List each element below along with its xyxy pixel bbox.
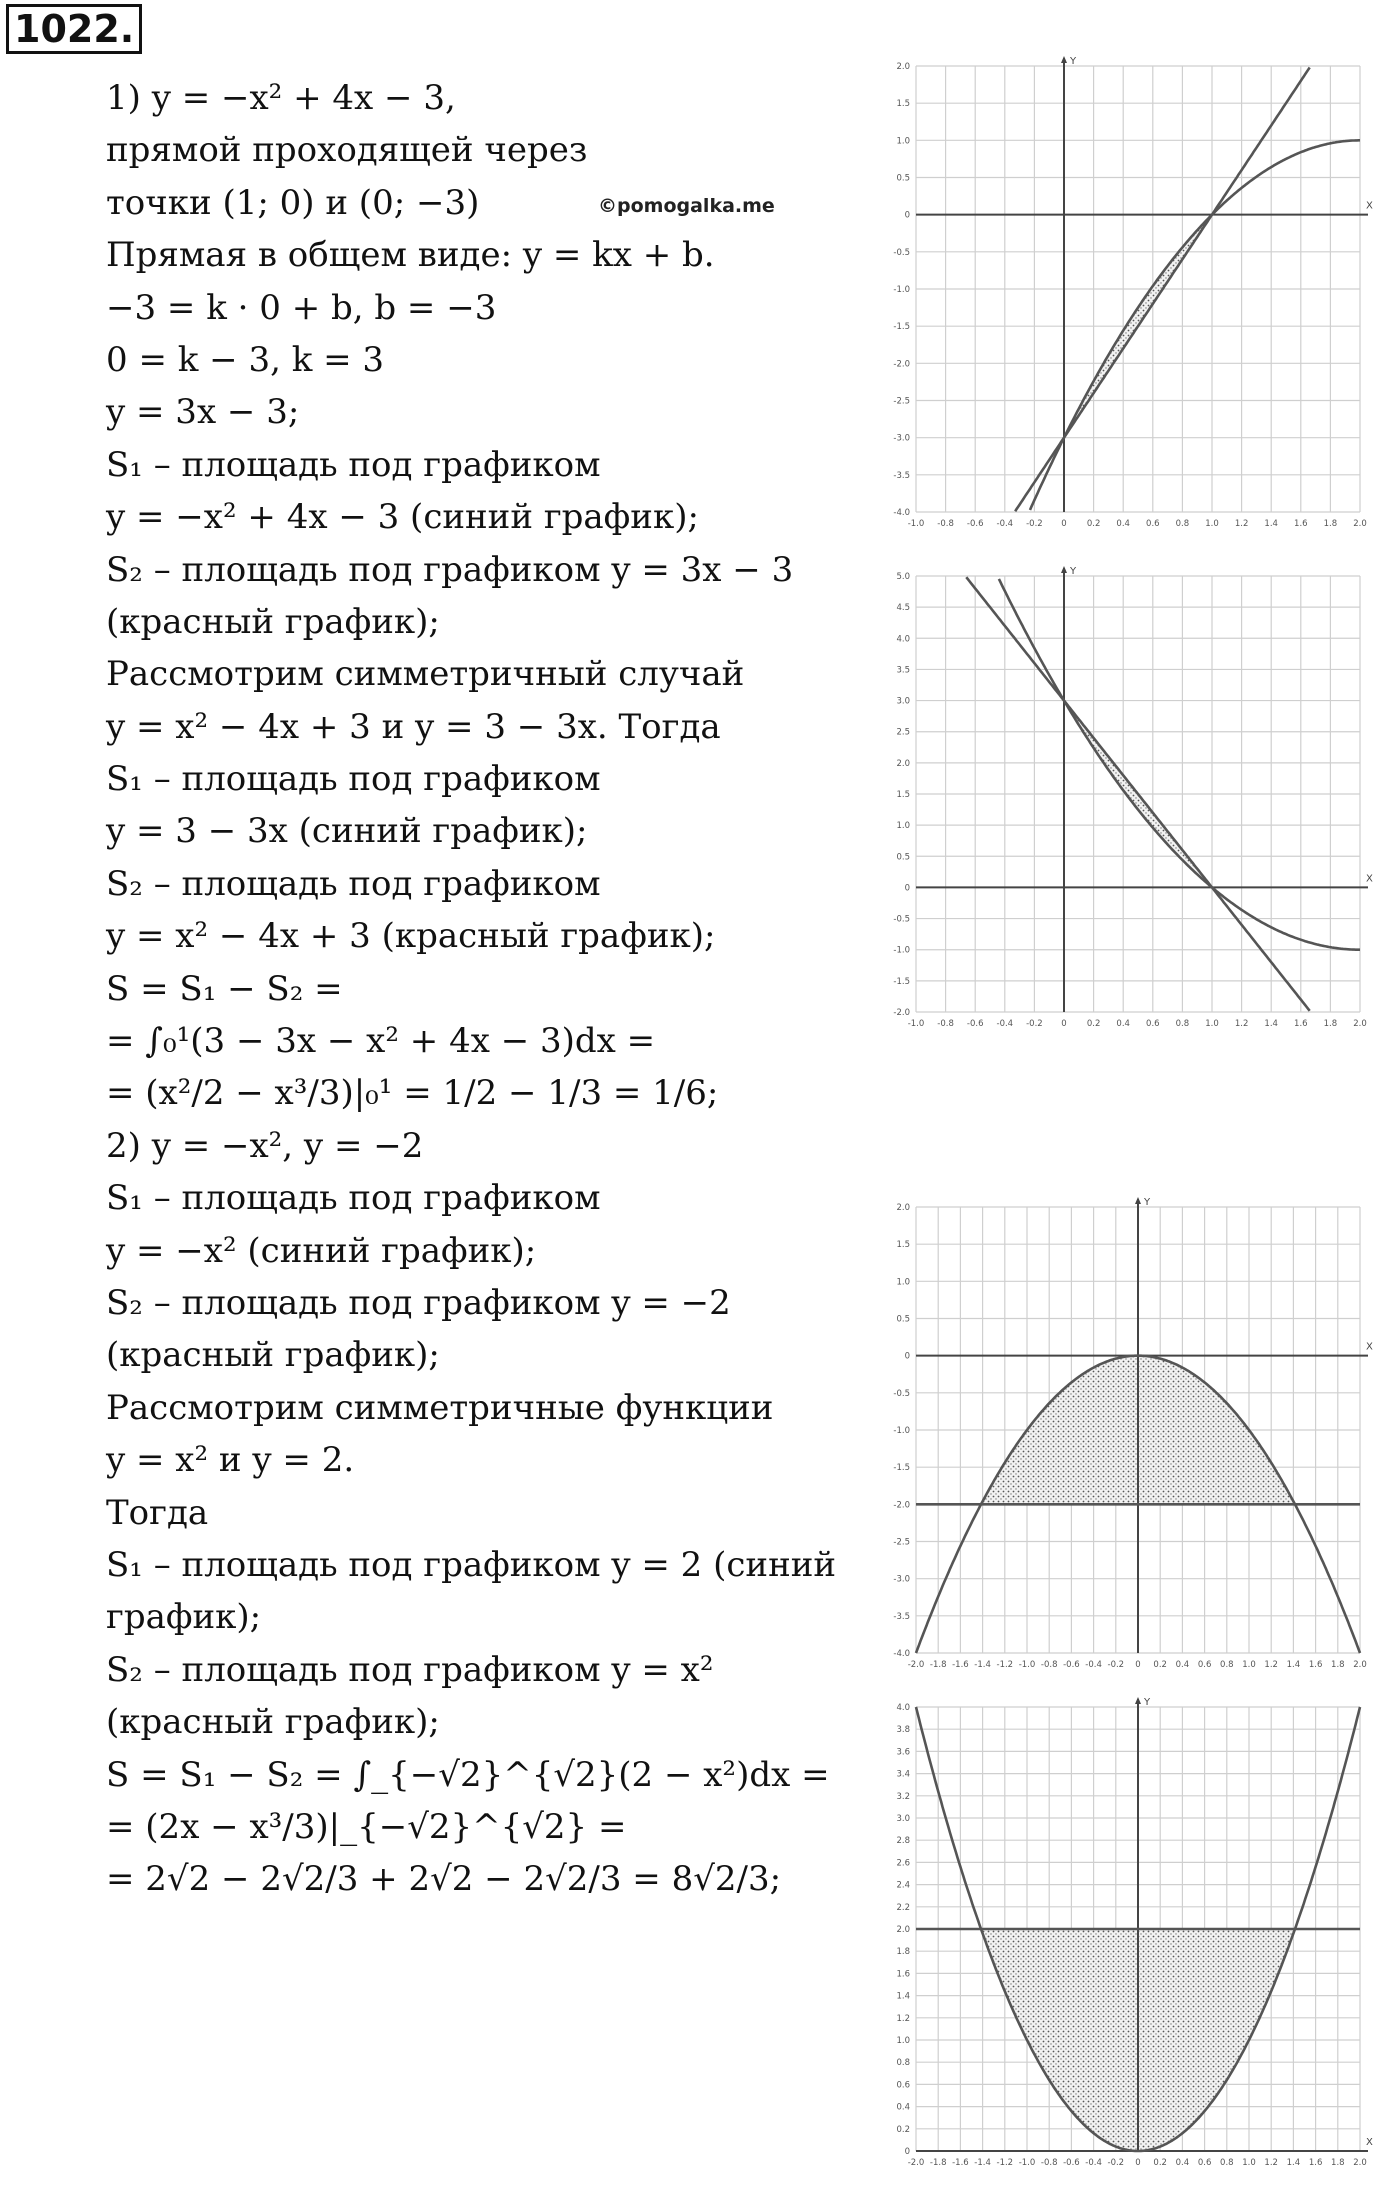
x-tick-label: 1.2 bbox=[1234, 519, 1249, 529]
x-axis-label: X bbox=[1366, 2137, 1373, 2148]
solution-line: S₁ – площадь под графиком bbox=[106, 1178, 601, 1219]
y-tick-label: 2.5 bbox=[896, 727, 910, 738]
x-tick-label: 1.6 bbox=[1308, 2158, 1323, 2168]
x-tick-label: 0.8 bbox=[1220, 1660, 1234, 1670]
y-tick-label: 2.4 bbox=[896, 1880, 910, 1891]
x-tick-label: -0.4 bbox=[1085, 2158, 1102, 2168]
y-tick-label: -1.0 bbox=[893, 945, 910, 956]
x-axis-label: X bbox=[1366, 200, 1373, 212]
solution-line: = ∫₀¹(3 − 3x − x² + 4x − 3)dx = bbox=[106, 1021, 656, 1062]
y-tick-label: -0.5 bbox=[893, 914, 910, 925]
y-tick-label: 4.5 bbox=[896, 603, 910, 614]
solution-line: = (2x − x³/3)|_{−√2}^{√2} = bbox=[106, 1806, 627, 1847]
solution-line: S₂ – площадь под графиком bbox=[106, 863, 601, 904]
y-tick-label: 1.0 bbox=[896, 821, 910, 832]
solution-line: 2) y = −x², y = −2 bbox=[106, 1125, 424, 1166]
y-tick-label: 3.2 bbox=[896, 1791, 910, 1802]
x-tick-label: 0.4 bbox=[1175, 1660, 1190, 1670]
y-tick-label: 1.0 bbox=[896, 2036, 910, 2046]
x-tick-label: 1.2 bbox=[1264, 1660, 1278, 1670]
solution-line: S = S₁ − S₂ = ∫_{−√2}^{√2}(2 − x²)dx = bbox=[106, 1754, 830, 1795]
y-tick-label: -2.0 bbox=[893, 1008, 910, 1018]
x-tick-label: -1.0 bbox=[1018, 1660, 1036, 1670]
solution-line: S₁ – площадь под графиком bbox=[106, 444, 601, 485]
y-tick-label: 3.6 bbox=[896, 1747, 910, 1758]
y-tick-label: -4.0 bbox=[893, 508, 910, 518]
y-tick-label: 0.5 bbox=[896, 173, 910, 184]
solution-line: = (x²/2 − x³/3)|₀¹ = 1/2 − 1/3 = 1/6; bbox=[106, 1073, 719, 1114]
x-tick-label: 1.8 bbox=[1323, 1019, 1338, 1029]
solution-line: (красный график); bbox=[106, 601, 440, 642]
solution-line: (красный график); bbox=[106, 1702, 440, 1743]
y-tick-label: 3.0 bbox=[896, 696, 910, 707]
y-axis-arrow bbox=[1135, 1697, 1141, 1704]
x-tick-label: 1.8 bbox=[1323, 519, 1338, 529]
x-tick-label: 1.8 bbox=[1331, 1660, 1345, 1670]
solution-line: y = x² и y = 2. bbox=[106, 1440, 355, 1481]
x-tick-label: 1.2 bbox=[1264, 2158, 1278, 2168]
y-tick-label: -3.0 bbox=[893, 433, 910, 444]
y-tick-label: -1.0 bbox=[893, 1426, 910, 1436]
x-tick-label: -0.4 bbox=[1085, 1660, 1102, 1670]
solution-line: прямой проходящей через bbox=[106, 130, 588, 171]
x-tick-label: -0.6 bbox=[966, 1019, 984, 1029]
y-tick-label: 2.6 bbox=[896, 1858, 910, 1869]
y-tick-label: 4.0 bbox=[896, 1703, 910, 1713]
y-tick-label: 5.0 bbox=[896, 572, 910, 582]
y-tick-label: -3.5 bbox=[893, 1611, 910, 1622]
y-tick-label: 0.4 bbox=[896, 2102, 910, 2113]
solution-line: 0 = k − 3, k = 3 bbox=[106, 339, 385, 380]
x-tick-label: -1.2 bbox=[996, 2158, 1014, 2168]
y-tick-label: -0.5 bbox=[893, 247, 910, 258]
solution-line: Прямая в общем виде: y = kx + b. bbox=[106, 235, 715, 276]
y-tick-label: -3.0 bbox=[893, 1574, 910, 1585]
graph-2 bbox=[872, 564, 1378, 1034]
x-tick-label: 0.6 bbox=[1146, 1019, 1160, 1029]
x-tick-label: -2.0 bbox=[907, 1660, 925, 1670]
y-tick-label: 1.5 bbox=[896, 1240, 910, 1251]
x-tick-label: 1.0 bbox=[1205, 519, 1219, 529]
x-tick-label: 0.6 bbox=[1146, 519, 1160, 529]
x-tick-label: -1.0 bbox=[1018, 2158, 1036, 2168]
y-tick-label: 2.0 bbox=[896, 1925, 910, 1935]
x-tick-label: 0.8 bbox=[1175, 1019, 1190, 1029]
solution-line: y = x² − 4x + 3 и y = 3 − 3x. Тогда bbox=[106, 706, 721, 747]
solution-text bbox=[106, 72, 866, 1906]
y-tick-label: 0 bbox=[904, 2147, 910, 2157]
x-tick-label: 1.4 bbox=[1264, 1019, 1278, 1029]
x-tick-label: 1.0 bbox=[1205, 1019, 1219, 1029]
y-tick-label: 2.8 bbox=[896, 1836, 910, 1847]
x-tick-label: -0.2 bbox=[1107, 2158, 1125, 2168]
x-tick-label: -0.6 bbox=[1063, 2158, 1080, 2168]
x-tick-label: 2.0 bbox=[1353, 1660, 1367, 1670]
y-tick-label: 3.0 bbox=[896, 1814, 910, 1824]
x-tick-label: -1.8 bbox=[929, 1660, 947, 1670]
x-tick-label: 1.4 bbox=[1264, 519, 1278, 529]
x-tick-label: 1.0 bbox=[1242, 1660, 1256, 1670]
x-tick-label: 1.0 bbox=[1242, 2158, 1256, 2168]
x-tick-label: 0.8 bbox=[1175, 519, 1190, 529]
graph-4 bbox=[872, 1695, 1378, 2173]
y-axis-label: Y bbox=[1144, 1697, 1151, 1708]
y-tick-label: -2.5 bbox=[893, 396, 910, 407]
x-tick-label: 1.6 bbox=[1308, 1660, 1323, 1670]
x-tick-label: -1.2 bbox=[996, 1660, 1014, 1670]
y-axis-label: Y bbox=[1070, 56, 1077, 67]
x-tick-label: -2.0 bbox=[907, 2158, 925, 2168]
y-tick-label: 2.2 bbox=[896, 1902, 910, 1913]
y-axis-arrow bbox=[1061, 566, 1067, 573]
y-tick-label: 1.0 bbox=[896, 1277, 910, 1288]
y-tick-label: -4.0 bbox=[893, 1649, 910, 1659]
y-tick-label: 0 bbox=[904, 210, 910, 221]
x-tick-label: -0.8 bbox=[1040, 1660, 1058, 1670]
curve-1 bbox=[999, 579, 1360, 950]
x-tick-label: 0.2 bbox=[1086, 519, 1101, 529]
y-tick-label: 1.0 bbox=[896, 136, 910, 147]
y-tick-label: -1.5 bbox=[893, 322, 910, 333]
solution-line: S₂ – площадь под графиком y = −2 bbox=[106, 1282, 731, 1323]
x-tick-label: -0.4 bbox=[996, 519, 1014, 529]
graph-1 bbox=[872, 54, 1378, 534]
solution-line: y = 3x − 3; bbox=[106, 392, 300, 433]
y-tick-label: 2.0 bbox=[896, 62, 910, 72]
graph-3-svg bbox=[872, 1195, 1378, 1675]
y-tick-label: -2.5 bbox=[893, 1537, 910, 1548]
x-tick-label: 1.2 bbox=[1234, 1019, 1249, 1029]
x-tick-label: -0.2 bbox=[1026, 519, 1043, 529]
curve-1 bbox=[1030, 140, 1360, 510]
x-tick-label: -0.6 bbox=[966, 519, 984, 529]
y-tick-label: 4.0 bbox=[896, 634, 910, 645]
x-tick-label: -0.8 bbox=[1040, 2158, 1058, 2168]
y-axis-arrow bbox=[1135, 1197, 1141, 1204]
x-tick-label: 2.0 bbox=[1353, 2158, 1367, 2168]
x-tick-label: -0.2 bbox=[1026, 1019, 1043, 1029]
x-tick-label: -1.8 bbox=[929, 2158, 947, 2168]
x-tick-label: 1.8 bbox=[1331, 2158, 1345, 2168]
y-tick-label: 2.0 bbox=[896, 758, 910, 769]
x-tick-label: 1.6 bbox=[1294, 519, 1308, 529]
solution-line: −3 = k · 0 + b, b = −3 bbox=[106, 287, 497, 328]
y-axis-arrow bbox=[1061, 56, 1067, 63]
x-tick-label: 0 bbox=[1135, 2158, 1141, 2168]
solution-line: y = −x² (синий график); bbox=[106, 1230, 537, 1271]
solution-line: = 2√2 − 2√2/3 + 2√2 − 2√2/3 = 8√2/3; bbox=[106, 1859, 782, 1900]
solution-line: S₁ – площадь под графиком y = 2 (синий bbox=[106, 1544, 837, 1585]
x-tick-label: 0 bbox=[1135, 1660, 1141, 1670]
y-tick-label: 0 bbox=[904, 883, 910, 894]
solution-line: Рассмотрим симметричный случай bbox=[106, 654, 745, 695]
x-tick-label: 2.0 bbox=[1353, 519, 1367, 529]
y-tick-label: 1.5 bbox=[896, 790, 910, 800]
y-tick-label: 3.4 bbox=[896, 1769, 910, 1780]
x-tick-label: 0.8 bbox=[1220, 2158, 1234, 2168]
y-tick-label: 0.2 bbox=[896, 2124, 910, 2135]
grid bbox=[916, 66, 1360, 512]
solution-line: y = −x² + 4x − 3 (синий график); bbox=[106, 497, 699, 538]
y-tick-label: 3.5 bbox=[896, 665, 910, 676]
y-axis-label: Y bbox=[1144, 1197, 1151, 1208]
x-tick-label: 0 bbox=[1061, 1019, 1067, 1029]
y-tick-label: 0 bbox=[904, 1351, 910, 1362]
y-tick-label: 1.8 bbox=[896, 1947, 910, 1958]
x-tick-label: -1.4 bbox=[974, 1660, 991, 1670]
graph-1-svg bbox=[872, 54, 1378, 534]
solution-line: S = S₁ − S₂ = bbox=[106, 968, 343, 1009]
solution-line: S₂ – площадь под графиком y = x² bbox=[106, 1649, 714, 1690]
solution-line: Рассмотрим симметричные функции bbox=[106, 1387, 774, 1428]
solution-line: Тогда bbox=[106, 1492, 209, 1533]
x-tick-label: 1.4 bbox=[1286, 1660, 1301, 1670]
graph-4-svg bbox=[872, 1695, 1378, 2173]
solution-line: S₂ – площадь под графиком y = 3x − 3 bbox=[106, 549, 794, 590]
y-tick-label: -1.5 bbox=[893, 1463, 910, 1474]
y-tick-label: -0.5 bbox=[893, 1388, 910, 1399]
y-tick-label: 0.8 bbox=[896, 2058, 910, 2069]
x-tick-label: 0.4 bbox=[1116, 1019, 1130, 1029]
y-tick-label: 3.8 bbox=[896, 1725, 910, 1736]
y-tick-label: 1.4 bbox=[896, 1991, 910, 2002]
x-tick-label: 1.4 bbox=[1286, 2158, 1301, 2168]
x-axis-label: X bbox=[1366, 1341, 1373, 1353]
graph-3 bbox=[872, 1195, 1378, 1675]
x-tick-label: -0.8 bbox=[937, 519, 954, 529]
x-tick-label: -1.0 bbox=[907, 1019, 925, 1029]
graph-2-svg bbox=[872, 564, 1378, 1034]
y-tick-label: 0.6 bbox=[896, 2080, 910, 2091]
x-tick-label: 0.2 bbox=[1153, 2158, 1167, 2168]
x-tick-label: 0.6 bbox=[1197, 1660, 1212, 1670]
solution-line: y = 3 − 3x (синий график); bbox=[106, 811, 588, 852]
y-tick-label: 0.5 bbox=[896, 852, 910, 863]
y-tick-label: 1.2 bbox=[896, 2013, 910, 2024]
x-tick-label: 2.0 bbox=[1353, 1019, 1367, 1029]
solution-line: график); bbox=[106, 1597, 262, 1638]
x-axis-label: X bbox=[1366, 873, 1373, 885]
x-tick-label: 0 bbox=[1061, 519, 1067, 529]
x-tick-label: -0.8 bbox=[937, 1019, 954, 1029]
x-tick-label: -0.6 bbox=[1063, 1660, 1080, 1670]
solution-line: y = x² − 4x + 3 (красный график); bbox=[106, 916, 716, 957]
x-tick-label: 0.2 bbox=[1153, 1660, 1167, 1670]
y-tick-label: 1.6 bbox=[896, 1969, 910, 1980]
y-tick-label: -2.0 bbox=[893, 1500, 910, 1511]
solution-line: точки (1; 0) и (0; −3) bbox=[106, 182, 480, 223]
problem-number: 1022. bbox=[6, 4, 142, 54]
x-tick-label: -1.6 bbox=[952, 1660, 969, 1670]
solution-line: S₁ – площадь под графиком bbox=[106, 759, 601, 800]
x-tick-label: 0.4 bbox=[1175, 2158, 1190, 2168]
y-tick-label: 0.5 bbox=[896, 1314, 910, 1325]
y-axis-label: Y bbox=[1070, 566, 1077, 577]
x-tick-label: 1.6 bbox=[1294, 1019, 1308, 1029]
y-tick-label: 1.5 bbox=[896, 99, 910, 110]
y-tick-label: -1.0 bbox=[893, 285, 910, 295]
x-tick-label: -1.6 bbox=[952, 2158, 969, 2168]
y-tick-label: -2.0 bbox=[893, 359, 910, 370]
x-tick-label: 0.2 bbox=[1086, 1019, 1101, 1029]
watermark: ©pomogalka.me bbox=[598, 195, 775, 217]
y-tick-label: -1.5 bbox=[893, 976, 910, 987]
solution-line: (красный график); bbox=[106, 1335, 440, 1376]
x-tick-label: -0.4 bbox=[996, 1019, 1014, 1029]
x-tick-label: 0.6 bbox=[1197, 2158, 1212, 2168]
x-tick-label: -1.0 bbox=[907, 519, 925, 529]
x-tick-label: -0.2 bbox=[1107, 1660, 1125, 1670]
x-tick-label: 0.4 bbox=[1116, 519, 1130, 529]
x-tick-label: -1.4 bbox=[974, 2158, 991, 2168]
solution-line: 1) y = −x² + 4x − 3, bbox=[106, 78, 456, 118]
y-tick-label: -3.5 bbox=[893, 470, 910, 481]
y-tick-label: 2.0 bbox=[896, 1203, 910, 1213]
